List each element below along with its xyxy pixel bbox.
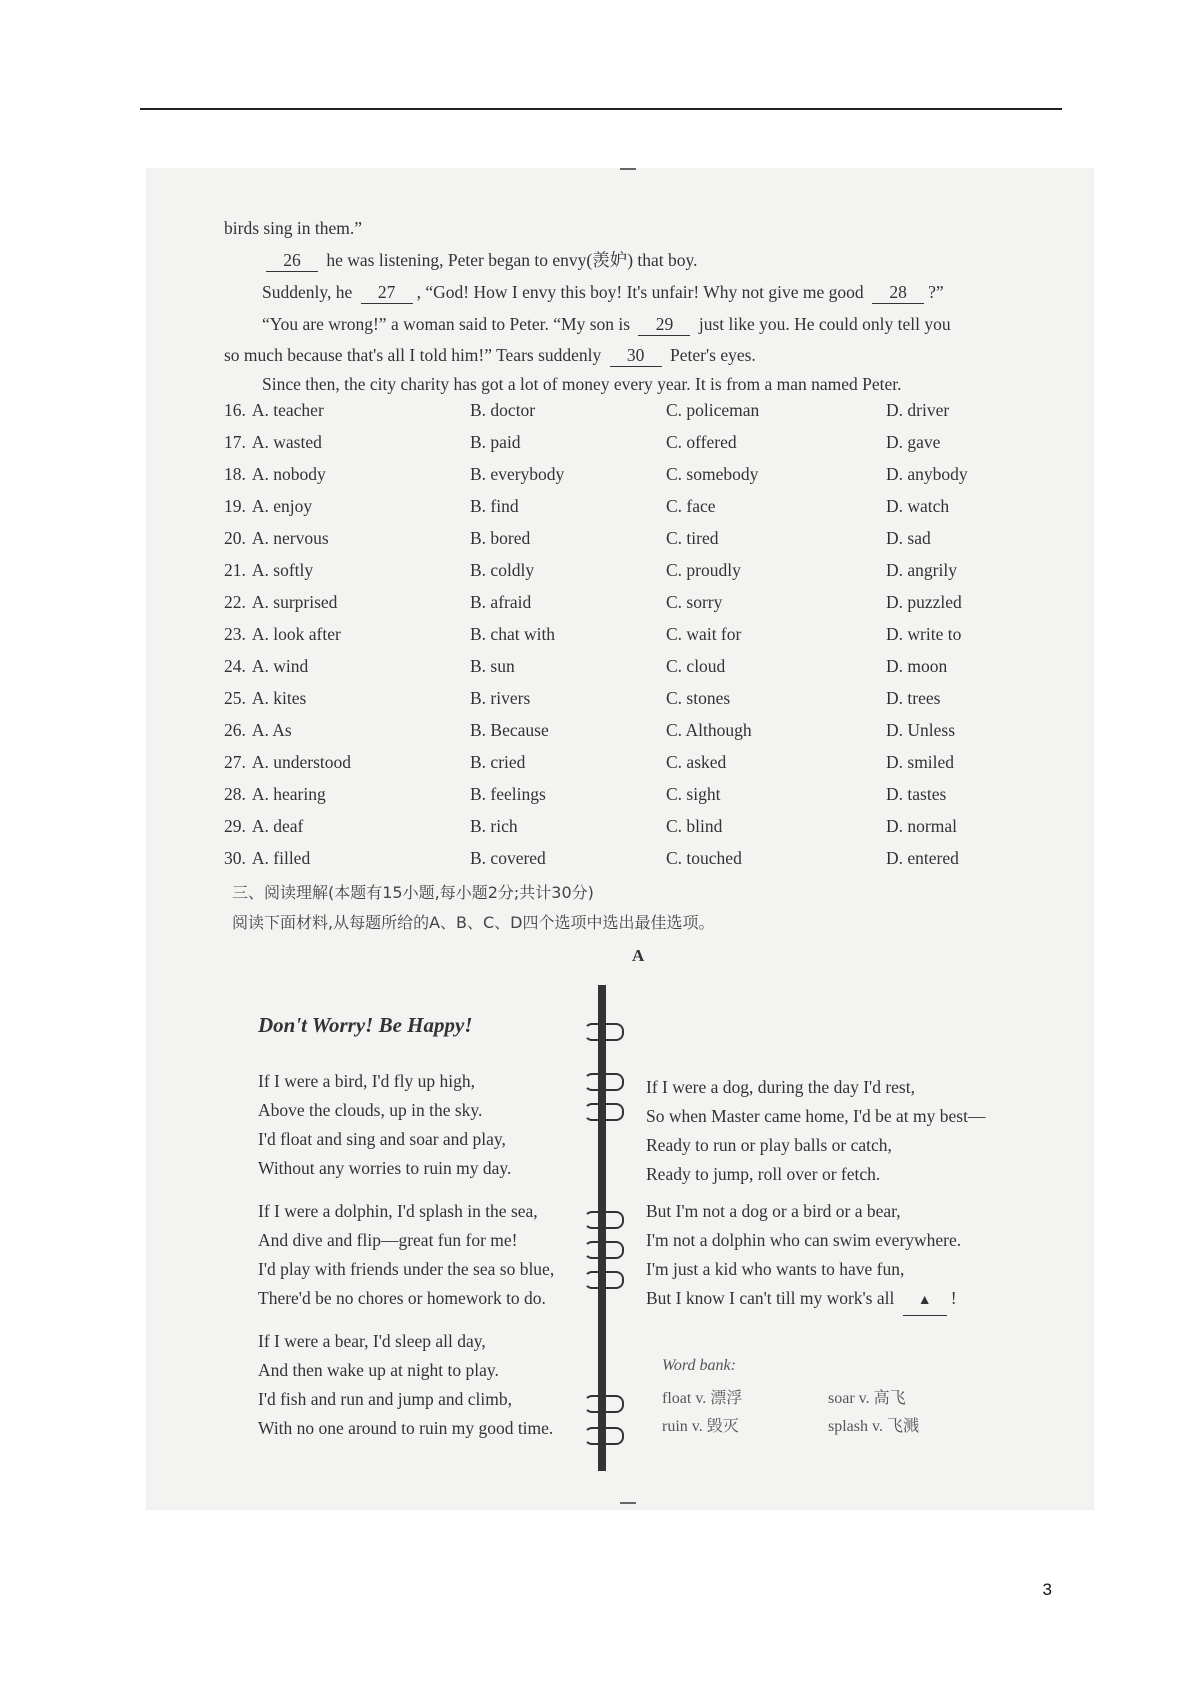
option-row bbox=[224, 752, 1044, 784]
ring-icon bbox=[584, 1271, 624, 1289]
question-number: 29. bbox=[224, 816, 246, 836]
blank-30: 30 bbox=[610, 345, 662, 367]
question-number: 20. bbox=[224, 528, 246, 548]
option-c: C. sight bbox=[666, 784, 721, 804]
ring-icon bbox=[584, 1427, 624, 1445]
option-d: D. watch bbox=[886, 496, 950, 516]
option-b: B. coldly bbox=[470, 560, 535, 580]
option-a bbox=[224, 496, 312, 517]
option-a-text: A. look after bbox=[251, 624, 341, 644]
option-a-text: A. wasted bbox=[251, 432, 322, 452]
question-number: 26. bbox=[224, 720, 246, 740]
option-c: C. wait for bbox=[666, 624, 742, 644]
scan-mark-bottom bbox=[620, 1502, 636, 1504]
option-row bbox=[224, 720, 1044, 752]
option-a bbox=[224, 688, 306, 709]
option-d: D. smiled bbox=[886, 752, 955, 772]
question-number: 16. bbox=[224, 400, 246, 420]
option-row bbox=[224, 784, 1044, 816]
option-row bbox=[224, 496, 1044, 528]
word-bank-soar: soar v. 高飞 bbox=[828, 1390, 906, 1407]
option-a bbox=[224, 816, 303, 837]
question-number: 22. bbox=[224, 592, 246, 612]
word-bank-ruin: ruin v. 毁灭 bbox=[662, 1418, 739, 1435]
option-d: D. puzzled bbox=[886, 592, 962, 612]
option-a-text: A. As bbox=[251, 720, 292, 740]
option-b: B. Because bbox=[470, 720, 549, 740]
option-a-text: A. nobody bbox=[251, 464, 326, 484]
question-number: 17. bbox=[224, 432, 246, 452]
option-a bbox=[224, 464, 326, 485]
option-a bbox=[224, 432, 322, 453]
option-a-text: A. nervous bbox=[251, 528, 329, 548]
question-number: 28. bbox=[224, 784, 246, 804]
word-bank-float: float v. 漂浮 bbox=[662, 1390, 743, 1407]
question-number: 30. bbox=[224, 848, 246, 868]
option-c: C. face bbox=[666, 496, 716, 516]
option-b: B. find bbox=[470, 496, 519, 516]
option-c: C. Although bbox=[666, 720, 752, 740]
option-d: D. write to bbox=[886, 624, 962, 644]
poem-title: Don't Worry! Be Happy! bbox=[258, 1013, 473, 1037]
option-d: D. moon bbox=[886, 656, 948, 676]
poem-notebook bbox=[232, 975, 1042, 1480]
ring-icon bbox=[584, 1395, 624, 1413]
ring-icon bbox=[584, 1073, 624, 1091]
option-row bbox=[224, 592, 1044, 624]
question-number: 24. bbox=[224, 656, 246, 676]
option-b: B. feelings bbox=[470, 784, 546, 804]
stanza-bear: If I were a bear, I'd sleep all day, And then wake up at night to play. I'd fish and run and jump and climb, With no one around to ruin my good time. bbox=[258, 1331, 554, 1438]
option-b: B. covered bbox=[470, 848, 546, 868]
option-a bbox=[224, 720, 292, 741]
option-a-text: A. understood bbox=[251, 752, 352, 772]
ring-icon bbox=[584, 1103, 624, 1121]
blank-29: 29 bbox=[638, 314, 690, 336]
option-a-text: A. filled bbox=[251, 848, 311, 868]
option-a bbox=[224, 592, 337, 613]
option-row bbox=[224, 624, 1044, 656]
option-a-text: A. surprised bbox=[251, 592, 338, 612]
option-a-text: A. softly bbox=[251, 560, 314, 580]
option-c: C. somebody bbox=[666, 464, 759, 484]
option-a bbox=[224, 528, 329, 549]
option-row bbox=[224, 688, 1044, 720]
option-c: C. touched bbox=[666, 848, 742, 868]
option-d: D. anybody bbox=[886, 464, 968, 484]
question-number: 25. bbox=[224, 688, 246, 708]
scan-mark-top bbox=[620, 168, 636, 170]
option-row bbox=[224, 656, 1044, 688]
option-d: D. tastes bbox=[886, 784, 947, 804]
option-b: B. rich bbox=[470, 816, 518, 836]
option-a bbox=[224, 848, 310, 869]
option-c: C. stones bbox=[666, 688, 731, 708]
section-heading: 三、阅读理解(本题有15小题,每小题2分;共计30分) bbox=[232, 883, 594, 902]
ring-icon bbox=[584, 1023, 624, 1041]
option-d: D. sad bbox=[886, 528, 931, 548]
option-a bbox=[224, 624, 341, 645]
triangle-icon: ▲ bbox=[917, 1293, 932, 1308]
option-row bbox=[224, 400, 1044, 432]
passage-line-5: so much because that's all I told him!” Tears suddenly 30 Peter's eyes. bbox=[224, 345, 756, 365]
option-c: C. policeman bbox=[666, 400, 760, 420]
option-a-text: A. wind bbox=[251, 656, 309, 676]
option-d: D. trees bbox=[886, 688, 941, 708]
blank-26: 26 bbox=[266, 250, 318, 272]
option-b: B. chat with bbox=[470, 624, 556, 644]
option-a-text: A. hearing bbox=[251, 784, 326, 804]
passage-line-6: Since then, the city charity has got a lot of money every year. It is from a man named Peter. bbox=[262, 374, 902, 394]
option-c: C. blind bbox=[666, 816, 723, 836]
option-c: C. sorry bbox=[666, 592, 723, 612]
option-row bbox=[224, 560, 1044, 592]
header-rule bbox=[140, 108, 1062, 110]
option-d: D. driver bbox=[886, 400, 950, 420]
option-b: B. cried bbox=[470, 752, 526, 772]
blank-27: 27 bbox=[361, 282, 413, 304]
passage-line-4: “You are wrong!” a woman said to Peter. “My son is 29 just like you. He could only tell you bbox=[262, 314, 951, 334]
option-b: B. sun bbox=[470, 656, 515, 676]
question-number: 27. bbox=[224, 752, 246, 772]
option-d: D. entered bbox=[886, 848, 959, 868]
poem-blank bbox=[903, 1284, 947, 1316]
option-d: D. Unless bbox=[886, 720, 956, 740]
option-c: C. cloud bbox=[666, 656, 726, 676]
section-instruction: 阅读下面材料,从每题所给的A、B、C、D四个选项中选出最佳选项。 bbox=[232, 913, 715, 932]
option-a bbox=[224, 784, 326, 805]
option-c: C. offered bbox=[666, 432, 737, 452]
option-d: D. gave bbox=[886, 432, 941, 452]
option-a-text: A. deaf bbox=[251, 816, 304, 836]
option-b: B. paid bbox=[470, 432, 521, 452]
option-d: D. angrily bbox=[886, 560, 957, 580]
word-bank-splash: splash v. 飞溅 bbox=[828, 1418, 919, 1435]
option-b: B. rivers bbox=[470, 688, 531, 708]
option-row bbox=[224, 464, 1044, 496]
option-row bbox=[224, 848, 1044, 880]
option-c: C. proudly bbox=[666, 560, 741, 580]
option-c: C. asked bbox=[666, 752, 727, 772]
option-c: C. tired bbox=[666, 528, 719, 548]
option-b: B. afraid bbox=[470, 592, 532, 612]
option-row bbox=[224, 528, 1044, 560]
question-number: 21. bbox=[224, 560, 246, 580]
option-row bbox=[224, 432, 1044, 464]
stanza-dog: If I were a dog, during the day I'd rest, So when Master came home, I'd be at my best— Ready to run or play balls or catch, Ready to jump, roll over or fetch. bbox=[646, 1077, 986, 1184]
passage-line-3: Suddenly, he 27 , “God! How I envy this boy! It's unfair! Why not give me good 28 ?” bbox=[262, 282, 944, 302]
passage-label: A bbox=[632, 946, 645, 965]
ring-icon bbox=[584, 1211, 624, 1229]
cloze-options bbox=[224, 400, 1044, 880]
ring-icon bbox=[584, 1241, 624, 1259]
option-a bbox=[224, 656, 308, 677]
blank-28: 28 bbox=[872, 282, 924, 304]
option-a-text: A. teacher bbox=[251, 400, 324, 420]
stanza-bird: If I were a bird, I'd fly up high, Above the clouds, up in the sky. I'd float and sing and soar and play, Without any worries to ruin my day. bbox=[258, 1071, 512, 1178]
word-bank-title: Word bank: bbox=[662, 1357, 736, 1374]
question-number: 23. bbox=[224, 624, 246, 644]
option-a bbox=[224, 560, 313, 581]
option-b: B. bored bbox=[470, 528, 531, 548]
option-a-text: A. kites bbox=[251, 688, 307, 708]
question-number: 18. bbox=[224, 464, 246, 484]
passage-line-2: 26 he was listening, Peter began to envy(羡妒) that boy. bbox=[262, 250, 1092, 272]
option-a bbox=[224, 400, 324, 421]
option-d: D. normal bbox=[886, 816, 957, 836]
passage-line-1: birds sing in them.” bbox=[224, 218, 363, 238]
option-a bbox=[224, 752, 351, 773]
option-row bbox=[224, 816, 1044, 848]
stanza-kid: But I'm not a dog or a bird or a bear, I'm not a dolphin who can swim everywhere. I'm just a kid who wants to have fun, But I know I can't till my work's all ▲ ! bbox=[646, 1197, 961, 1316]
question-number: 19. bbox=[224, 496, 246, 516]
stanza-dolphin: If I were a dolphin, I'd splash in the sea, And dive and flip—great fun for me! I'd play with friends under the sea so blue, There'd be no chores or homework to do. bbox=[258, 1201, 555, 1308]
option-a-text: A. enjoy bbox=[251, 496, 313, 516]
option-b: B. doctor bbox=[470, 400, 536, 420]
page-number: 3 bbox=[1042, 1580, 1052, 1599]
option-b: B. everybody bbox=[470, 464, 565, 484]
